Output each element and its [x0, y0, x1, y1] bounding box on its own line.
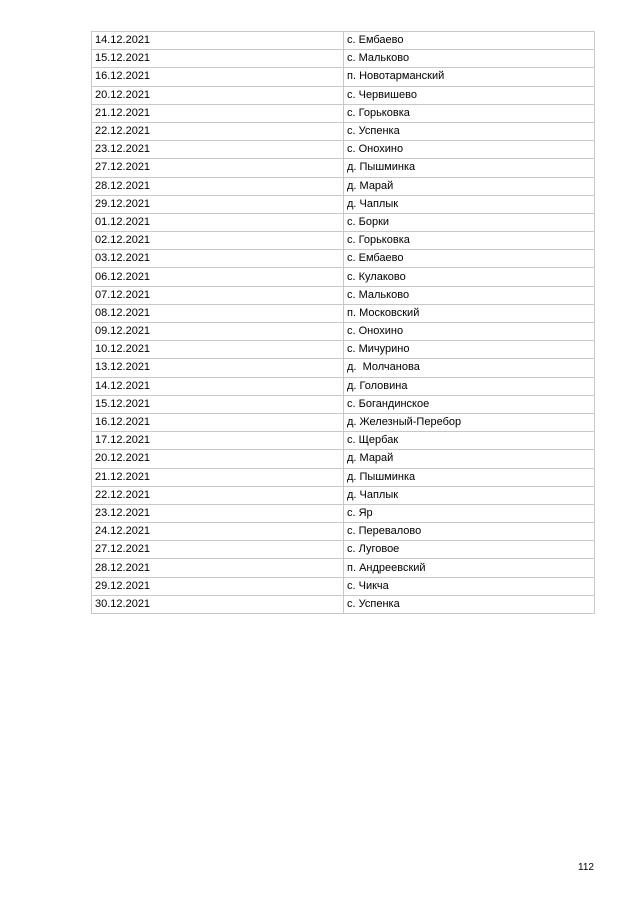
table-row [92, 577, 595, 595]
table-row [92, 159, 595, 177]
table-row [92, 541, 595, 559]
table-row [92, 359, 595, 377]
table-row [92, 213, 595, 231]
settlement-cell: д. Пышминка [344, 468, 595, 486]
settlement-cell: с. Ембаево [344, 250, 595, 268]
table-row [92, 68, 595, 86]
date-cell: 21.12.2021 [92, 468, 344, 486]
date-cell: 01.12.2021 [92, 213, 344, 231]
table-row [92, 341, 595, 359]
date-cell: 28.12.2021 [92, 177, 344, 195]
date-cell: 14.12.2021 [92, 32, 344, 50]
date-cell: 07.12.2021 [92, 286, 344, 304]
settlement-cell: с. Мальково [344, 286, 595, 304]
schedule-table [91, 31, 595, 614]
settlement-cell: с. Луговое [344, 541, 595, 559]
table-row [92, 323, 595, 341]
settlement-cell: с. Яр [344, 504, 595, 522]
settlement-cell: д. Марай [344, 450, 595, 468]
date-cell: 06.12.2021 [92, 268, 344, 286]
settlement-cell: с. Чикча [344, 577, 595, 595]
settlement-cell: с. Горьковка [344, 232, 595, 250]
table-row [92, 304, 595, 322]
settlement-cell: д. Чаплык [344, 486, 595, 504]
table-row [92, 450, 595, 468]
table-row [92, 122, 595, 140]
date-cell: 27.12.2021 [92, 541, 344, 559]
settlement-cell: с. Кулаково [344, 268, 595, 286]
table-row [92, 559, 595, 577]
table-row [92, 250, 595, 268]
date-cell: 15.12.2021 [92, 395, 344, 413]
date-cell: 23.12.2021 [92, 504, 344, 522]
date-cell: 09.12.2021 [92, 323, 344, 341]
settlement-cell: с. Ембаево [344, 32, 595, 50]
date-cell: 02.12.2021 [92, 232, 344, 250]
table-row [92, 141, 595, 159]
table-row [92, 486, 595, 504]
date-cell: 20.12.2021 [92, 450, 344, 468]
settlement-cell: с. Успенка [344, 122, 595, 140]
table-row [92, 286, 595, 304]
date-cell: 29.12.2021 [92, 195, 344, 213]
date-cell: 27.12.2021 [92, 159, 344, 177]
settlement-cell: п. Московский [344, 304, 595, 322]
table-row [92, 86, 595, 104]
date-cell: 24.12.2021 [92, 523, 344, 541]
table-row [92, 468, 595, 486]
date-cell: 15.12.2021 [92, 50, 344, 68]
settlement-cell: д. Головина [344, 377, 595, 395]
settlement-cell: с. Борки [344, 213, 595, 231]
date-cell: 29.12.2021 [92, 577, 344, 595]
settlement-cell: д. Железный-Перебор [344, 413, 595, 431]
settlement-cell: с. Онохино [344, 323, 595, 341]
schedule-table-body [92, 32, 595, 614]
table-row [92, 504, 595, 522]
settlement-cell: с. Успенка [344, 595, 595, 613]
date-cell: 03.12.2021 [92, 250, 344, 268]
date-cell: 28.12.2021 [92, 559, 344, 577]
table-row [92, 377, 595, 395]
date-cell: 22.12.2021 [92, 486, 344, 504]
settlement-cell: п. Новотарманский [344, 68, 595, 86]
settlement-cell: с. Червишево [344, 86, 595, 104]
settlement-cell: с. Горьковка [344, 104, 595, 122]
settlement-cell: п. Андреевский [344, 559, 595, 577]
settlement-cell: д. Чаплык [344, 195, 595, 213]
date-cell: 23.12.2021 [92, 141, 344, 159]
date-cell: 10.12.2021 [92, 341, 344, 359]
date-cell: 20.12.2021 [92, 86, 344, 104]
page-number: 112 [578, 862, 594, 873]
settlement-cell: д. Пышминка [344, 159, 595, 177]
settlement-cell: с. Мичурино [344, 341, 595, 359]
table-row [92, 32, 595, 50]
date-cell: 16.12.2021 [92, 413, 344, 431]
settlement-cell: с. Онохино [344, 141, 595, 159]
settlement-cell: с. Мальково [344, 50, 595, 68]
settlement-cell: д. Марай [344, 177, 595, 195]
table-row [92, 177, 595, 195]
table-row [92, 595, 595, 613]
table-row [92, 104, 595, 122]
settlement-cell: с. Богандинское [344, 395, 595, 413]
date-cell: 30.12.2021 [92, 595, 344, 613]
table-row [92, 50, 595, 68]
table-row [92, 268, 595, 286]
table-row [92, 232, 595, 250]
settlement-cell: д. Молчанова [344, 359, 595, 377]
table-row [92, 413, 595, 431]
table-row [92, 523, 595, 541]
settlement-cell: с. Перевалово [344, 523, 595, 541]
table-row [92, 195, 595, 213]
date-cell: 16.12.2021 [92, 68, 344, 86]
table-row [92, 432, 595, 450]
date-cell: 22.12.2021 [92, 122, 344, 140]
date-cell: 17.12.2021 [92, 432, 344, 450]
date-cell: 08.12.2021 [92, 304, 344, 322]
date-cell: 21.12.2021 [92, 104, 344, 122]
table-row [92, 395, 595, 413]
settlement-cell: с. Щербак [344, 432, 595, 450]
date-cell: 14.12.2021 [92, 377, 344, 395]
date-cell: 13.12.2021 [92, 359, 344, 377]
